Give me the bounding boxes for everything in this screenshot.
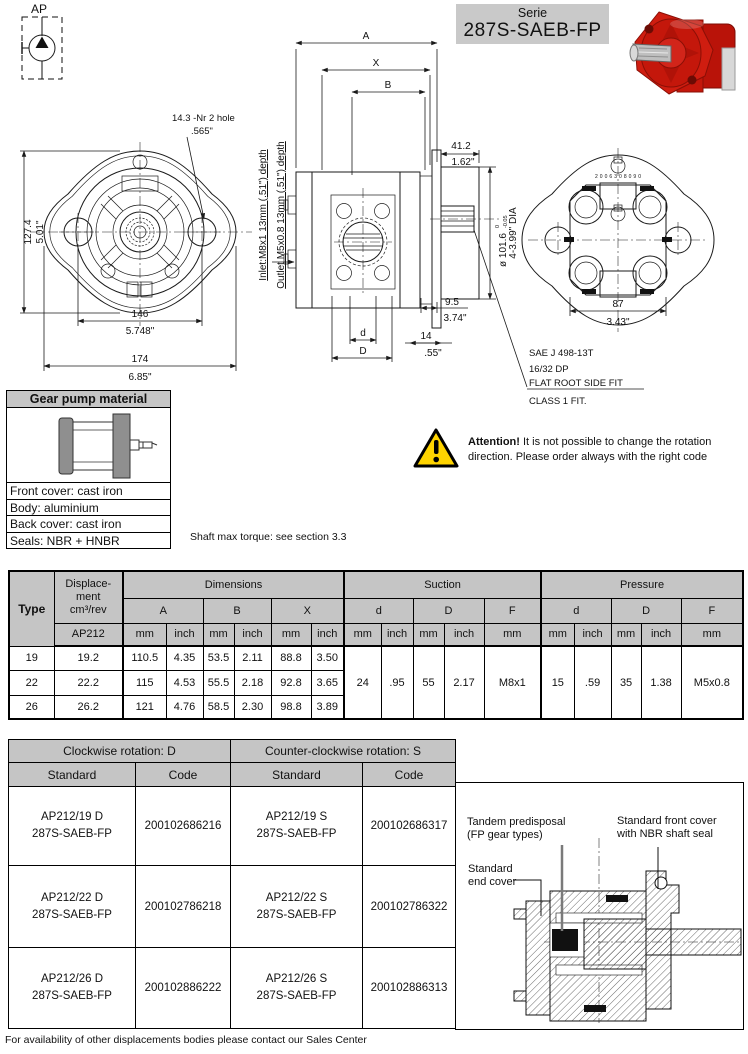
cell-b-in: 2.30 (234, 695, 271, 719)
back-span-mm: 87 (612, 299, 624, 310)
cell-cw-standard (9, 866, 136, 948)
label-standard-end-cover (468, 863, 516, 889)
footer-note: For availability of other displacements bodies please contact our Sales Center (5, 1034, 367, 1046)
cell-a-in: 4.35 (166, 646, 203, 670)
label-line: (FP gear types) (467, 829, 543, 842)
side-view-drawing (258, 31, 519, 362)
front-height-mm: 127.4 (23, 219, 34, 245)
dim14-mm: 14 (420, 331, 432, 342)
cell-cw-standard (9, 787, 136, 866)
header-standard: Standard (231, 763, 363, 787)
col-header-x: X (271, 598, 344, 623)
table-row (9, 948, 456, 1029)
col-header-type: Type (9, 571, 54, 646)
stamp-code: 2006308090 (595, 174, 641, 180)
series-name: 287S-SAEB-FP (256, 990, 337, 1002)
header-code: Code (136, 763, 231, 787)
cell-a-mm: 121 (123, 695, 166, 719)
cell-x-mm: 92.8 (271, 670, 311, 695)
material-row-front-cover: Front cover: cast iron (7, 483, 170, 500)
dim-b-label: B (384, 80, 392, 91)
material-box (6, 390, 171, 549)
cell-a-mm: 110.5 (123, 646, 166, 670)
cell-x-mm: 88.8 (271, 646, 311, 670)
material-illustration (7, 408, 170, 483)
unit-inch: inch (444, 623, 484, 646)
attention-note (468, 435, 748, 465)
cell-pressure-d-in: .59 (574, 646, 611, 719)
header-clockwise: Clockwise rotation: D (9, 740, 231, 763)
unit-inch: inch (166, 623, 203, 646)
label-line: Standard (468, 863, 513, 875)
unit-inch: inch (381, 623, 413, 646)
pump-schematic-icon (20, 16, 66, 86)
attention-title: Attention! (468, 436, 520, 448)
material-row-seals: Seals: NBR + HNBR (10, 533, 120, 548)
model-name: AP212/19 D (40, 811, 103, 824)
unit-mm: mm (484, 623, 541, 646)
sae-note-l4: CLASS 1 FIT. (529, 396, 587, 407)
cell-ccw-standard (231, 866, 363, 948)
displacement-l3: cm³/rev (69, 603, 107, 616)
cell-suction-d-in: .95 (381, 646, 413, 719)
dim95-in: 3.74" (443, 313, 467, 324)
label-line: end cover (468, 876, 517, 889)
cell-disp: 22.2 (54, 670, 123, 695)
series-code: 287S-SAEB-FP (463, 20, 602, 41)
ap-symbol-label: AP (31, 2, 48, 16)
cell-x-mm: 98.8 (271, 695, 311, 719)
hole-note-line1: 14.3 -Nr 2 hole (172, 113, 235, 124)
displacement-l1: Displace- (65, 578, 112, 591)
col-header-a: A (123, 598, 203, 623)
port-d-label: d (360, 328, 366, 339)
model-name: AP212/22 S (265, 891, 328, 904)
cell-cw-code: 200102786218 (136, 866, 231, 948)
col-header-b: B (203, 598, 271, 623)
label-line: with NBR shaft seal (617, 828, 713, 841)
pilot-in: 1.62" (451, 157, 475, 168)
table-row (9, 787, 456, 866)
series-label: Serie (517, 6, 548, 20)
cell-type: 22 (9, 670, 54, 695)
displacement-l2: ment (76, 590, 101, 603)
cell-type: 19 (9, 646, 54, 670)
material-row-body: Body: aluminium (7, 500, 170, 517)
pilot-dia-tol-lower: -0.05 (503, 215, 509, 228)
cell-b-mm: 58.5 (203, 695, 234, 719)
series-name: 287S-SAEB-FP (256, 828, 337, 840)
dim-table (8, 570, 744, 720)
product-photo (625, 6, 743, 98)
group-header-pressure: Pressure (541, 571, 743, 598)
cell-pressure-D-mm: 35 (611, 646, 641, 719)
col-header-suction-f: F (484, 598, 541, 623)
cell-suction-D-in: 2.17 (444, 646, 484, 719)
label-line: Tandem predisposal (467, 816, 566, 828)
cell-suction-d-mm: 24 (344, 646, 381, 719)
cell-ccw-standard (231, 787, 363, 866)
attention-line2: direction. Please order always with the right code (468, 450, 708, 463)
material-box-title: Gear pump material (7, 391, 170, 408)
unit-mm: mm (271, 623, 311, 646)
dim-a-label: A (362, 31, 370, 42)
unit-mm: mm (344, 623, 381, 646)
cell-a-mm: 115 (123, 670, 166, 695)
group-header-dimensions: Dimensions (123, 571, 344, 598)
cell-pressure-f: M5x0.8 (681, 646, 743, 719)
dim14-in: .55" (424, 348, 442, 359)
col-header-pressure-d: d (541, 598, 611, 623)
unit-mm: mm (413, 623, 444, 646)
sae-note-l1: SAE J 498-13T (529, 348, 594, 359)
front-boltspan-in: 5.748" (125, 326, 155, 337)
cell-b-in: 2.18 (234, 670, 271, 695)
cell-x-in: 3.50 (311, 646, 344, 670)
warning-triangle-icon (412, 426, 460, 470)
col-header-suction-d: d (344, 598, 413, 623)
unit-inch: inch (574, 623, 611, 646)
technical-drawings (0, 31, 746, 425)
unit-mm: mm (681, 623, 743, 646)
back-span-in: 3.43" (606, 317, 630, 328)
inlet-note: Inlet:M8x1 13mm (.51") depth (258, 149, 269, 281)
outlet-note: Outlet M5x0.8 13mm (.51") depth (276, 141, 287, 289)
cell-type: 26 (9, 695, 54, 719)
cell-x-in: 3.65 (311, 670, 344, 695)
cell-ccw-code: 200102686317 (363, 787, 456, 866)
label-tandem-predisposal (467, 816, 565, 842)
cell-a-in: 4.76 (166, 695, 203, 719)
cell-cw-code: 200102686216 (136, 787, 231, 866)
series-name: 287S-SAEB-FP (32, 990, 112, 1002)
cell-cw-standard (9, 948, 136, 1029)
cell-ccw-code: 200102786322 (363, 866, 456, 948)
unit-mm: mm (123, 623, 166, 646)
cell-b-mm: 53.5 (203, 646, 234, 670)
group-header-suction: Suction (344, 571, 541, 598)
col-header-pressure-D: D (611, 598, 681, 623)
cell-ccw-standard (231, 948, 363, 1029)
label-line: Standard front cover (617, 815, 717, 827)
label-standard-front-cover (617, 815, 717, 841)
front-boltspan-mm: 146 (131, 309, 149, 320)
pilot-dia-mm: ø 101.6 (498, 233, 509, 267)
header-standard: Standard (9, 763, 136, 787)
cell-pressure-D-in: 1.38 (641, 646, 681, 719)
col-header-suction-D: D (413, 598, 484, 623)
table-row (9, 866, 456, 948)
unit-inch: inch (311, 623, 344, 646)
dim-x-label: X (372, 58, 380, 69)
cell-a-in: 4.53 (166, 670, 203, 695)
cell-cw-code: 200102886222 (136, 948, 231, 1029)
front-width-mm: 174 (131, 354, 149, 365)
front-height-in: 5.01" (35, 220, 46, 244)
unit-inch: inch (234, 623, 271, 646)
unit-mm: mm (611, 623, 641, 646)
model-name: AP212/22 D (40, 891, 103, 904)
cell-b-mm: 55.5 (203, 670, 234, 695)
header-code: Code (363, 763, 456, 787)
front-view-drawing (20, 113, 252, 383)
ap-symbol (20, 2, 66, 86)
port-D-label: D (359, 346, 367, 357)
pilot-dia-tol-upper: 0 (495, 224, 501, 228)
front-width-in: 6.85" (128, 372, 152, 383)
unit-inch: inch (641, 623, 681, 646)
cell-disp: 19.2 (54, 646, 123, 670)
series-name: 287S-SAEB-FP (32, 828, 112, 840)
cell-suction-f: M8x1 (484, 646, 541, 719)
table-row (9, 646, 743, 670)
cell-suction-D-mm: 55 (413, 646, 444, 719)
unit-mm: mm (203, 623, 234, 646)
rotation-table (8, 739, 456, 1029)
model-name: AP212/26 S (265, 973, 328, 986)
col-header-ap212: AP212 (54, 623, 123, 646)
cell-x-in: 3.89 (311, 695, 344, 719)
series-name: 287S-SAEB-FP (256, 908, 337, 921)
col-header-displacement (54, 571, 123, 623)
model-name: AP212/19 S (265, 811, 328, 824)
col-header-pressure-f: F (681, 598, 743, 623)
sae-note-l2: 16/32 DP (529, 364, 569, 375)
cell-pressure-d-mm: 15 (541, 646, 574, 719)
series-name: 287S-SAEB-FP (32, 908, 112, 921)
shaft-torque-note: Shaft max torque: see section 3.3 (190, 531, 347, 543)
dim95-mm: 9.5 (445, 297, 459, 308)
unit-mm: mm (541, 623, 574, 646)
pilot-mm: 41.2 (451, 141, 471, 152)
model-name: AP212/26 D (40, 973, 103, 986)
cell-disp: 26.2 (54, 695, 123, 719)
attention-line1: It is not possible to change the rotation (519, 436, 712, 448)
header-counter-clockwise: Counter-clockwise rotation: S (231, 740, 456, 763)
back-view-drawing (474, 148, 714, 407)
material-row-back-cover: Back cover: cast iron (7, 516, 170, 533)
series-title-box (456, 4, 609, 44)
pilot-dia-in: 4-3.99" DIA (508, 207, 519, 259)
cell-b-in: 2.11 (234, 646, 271, 670)
sae-note-l3: FLAT ROOT SIDE FIT (529, 378, 623, 389)
cell-ccw-code: 200102886313 (363, 948, 456, 1029)
hole-note-line2: .565" (191, 126, 213, 137)
